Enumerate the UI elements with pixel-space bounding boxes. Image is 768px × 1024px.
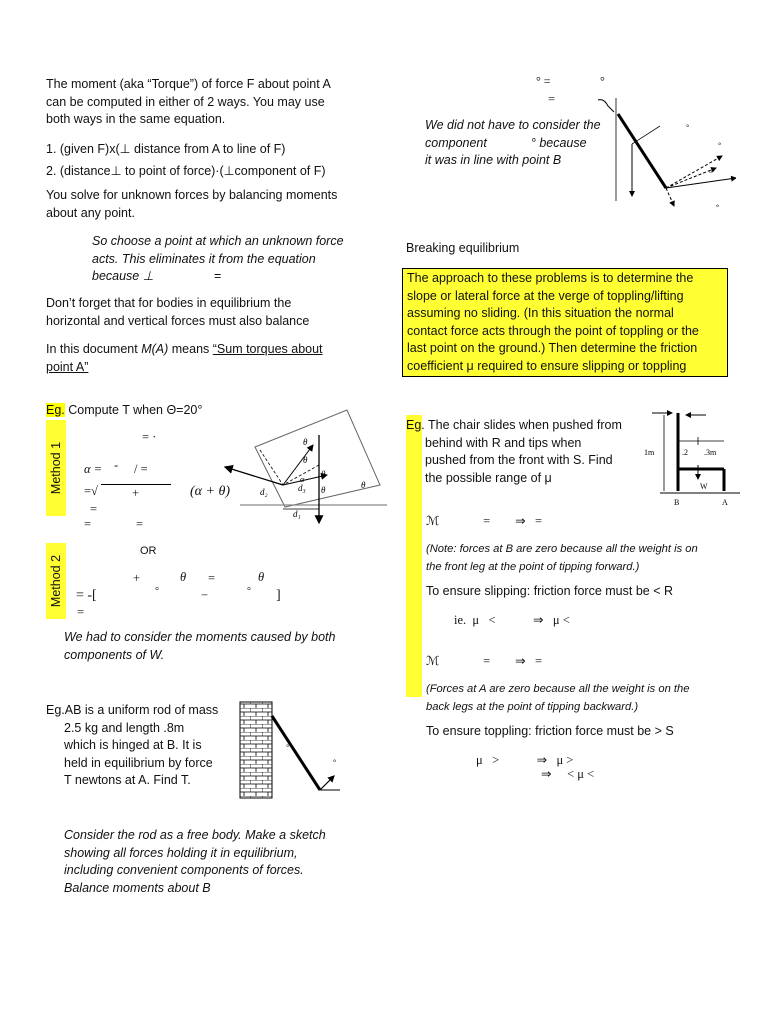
doc-note-means: means <box>168 342 213 356</box>
moment-eq-1: ℳ = ⇒ = <box>426 514 543 528</box>
m1-sqrt: =√ <box>84 484 98 498</box>
intro-paragraph <box>46 76 376 129</box>
d1-label: d₁ <box>293 509 301 519</box>
eg2-line-5: T newtons at A. Find T. <box>64 773 191 787</box>
component-note <box>425 117 601 170</box>
intro-line-1: The moment (aka “Torque”) of force F about point A <box>46 77 331 91</box>
method-2-tab <box>46 543 66 619</box>
m1-eq5: = <box>136 517 144 531</box>
m2-eq-2: = <box>77 605 85 619</box>
solve-line-2: about any point. <box>46 205 135 220</box>
method-1-item: 1. (given F)x(⊥ distance from A to line of F) <box>46 142 286 156</box>
note-a <box>426 681 689 716</box>
alpha-label: α <box>300 475 305 484</box>
note-a-line-2: back legs at the point of tipping backward.) <box>426 700 639 713</box>
w-note-line-2: components of W. <box>64 647 165 662</box>
component-line-1: We did not have to consider the <box>425 118 601 132</box>
w-components-note <box>64 629 335 664</box>
approach-line-5: last point on the ground.) Then determine the friction <box>407 341 698 355</box>
sketch-line-1: Consider the rod as a free body. Make a sketch <box>64 828 326 842</box>
chair-line-2: behind with R and tips when <box>425 435 582 450</box>
m1-plus: + <box>132 486 140 500</box>
choose-line-3: because ⊥ <box>92 269 154 283</box>
component-line-3: it was in line with point B <box>425 153 562 167</box>
eg2-line-2: 2.5 kg and length .8m <box>64 720 185 735</box>
eg2-line-1: Eg.AB is a uniform rod of mass <box>46 703 219 717</box>
solve-line-1: You solve for unknown forces by balancing moments <box>46 188 338 202</box>
component-line-2: component <box>425 135 487 150</box>
tilted-block-diagram <box>215 405 390 525</box>
chair-w2-label: .3m <box>704 448 717 457</box>
topple-inequality-2: ⇒ < μ < <box>541 767 595 781</box>
top-deg-eq: ° = <box>536 74 551 88</box>
sketch-line-4: Balance moments about B <box>64 880 211 895</box>
deg-mark-4: ° <box>716 203 720 212</box>
top-deg: ° <box>600 74 605 88</box>
example-2-text <box>46 702 218 790</box>
theta-label-3: θ <box>321 469 326 479</box>
doc-note-quote-2: point A” <box>46 359 89 374</box>
note-b <box>426 541 698 576</box>
equilibrium-line-1: Don’t forget that for bodies in equilibrium the <box>46 296 292 310</box>
deg-mark-2: ° <box>718 141 722 150</box>
doc-note <box>46 341 323 376</box>
m2-theta-2: θ <box>258 570 265 584</box>
note-a-line-1: (Forces at A are zero because all the weight is on the <box>426 683 690 695</box>
method-1-tab <box>46 420 66 516</box>
example-1-text: Compute T when Θ=20° <box>64 403 203 417</box>
m1-eq3: = <box>90 502 98 516</box>
m2-theta: θ <box>180 570 187 584</box>
wall-curve <box>598 100 614 112</box>
deg-mark-3: ° <box>709 169 713 178</box>
because-label: ° because <box>530 135 587 150</box>
wall-rod-diagram <box>238 700 343 800</box>
method-list <box>46 141 326 178</box>
m2-eq: = <box>208 571 216 585</box>
chair-example-text <box>406 417 622 487</box>
chair-line-4: the possible range of μ <box>425 470 552 485</box>
m1-slash: / = <box>134 462 148 476</box>
dashed-force-3 <box>666 188 674 206</box>
sketch-note <box>64 827 326 897</box>
choose-equals: = <box>214 269 222 283</box>
chair-B-label: B <box>674 498 680 507</box>
slip-condition: To ensure slipping: friction force must be < R <box>426 584 673 598</box>
or-label: OR <box>140 545 157 557</box>
approach-line-1: The approach to these problems is to determine the <box>407 271 694 285</box>
equilibrium-line-2: horizontal and vertical forces must also balance <box>46 313 310 328</box>
m1-alpha: α = <box>84 462 103 476</box>
m1-eq1: = · <box>142 430 157 444</box>
method-2-item: 2. (distance⊥ to point of force)·(⊥component of F) <box>46 164 326 178</box>
choose-line-2: acts. This eliminates it from the equation <box>92 251 316 266</box>
force-T-arrow-3 <box>666 178 736 188</box>
angle-mark: ° <box>333 758 337 767</box>
chair-line-3: pushed from the front with S. Find <box>425 453 613 467</box>
deg-mark-1: ° <box>686 123 690 132</box>
chair-diagram <box>640 405 750 510</box>
rod <box>618 114 666 188</box>
doc-note-prefix: In this document <box>46 342 142 356</box>
brick-wall <box>240 702 272 798</box>
example-1-label: Eg. <box>46 403 65 417</box>
rod-wall-force-diagram <box>596 96 736 216</box>
m2-minus: − <box>201 588 209 602</box>
m2-bracket-open: = -[ <box>76 588 97 603</box>
theta-label-5: θ <box>361 480 366 490</box>
slip-inequality: ie. μ < ⇒ μ < <box>454 613 570 627</box>
approach-line-6: coefficient μ required to ensure slipping or toppling <box>407 358 687 373</box>
d3-label: d₃ <box>298 483 306 493</box>
topple-condition: To ensure toppling: friction force must be > S <box>426 724 674 738</box>
rod-dot-mark: ° <box>286 743 290 752</box>
intro-line-2: can be computed in either of 2 ways. You may use <box>46 94 325 109</box>
approach-line-3: assuming no sliding. (In this situation the normal <box>407 306 674 320</box>
w-note-line-1: We had to consider the moments caused by both <box>64 630 336 644</box>
breaking-heading: Breaking equilibrium <box>406 241 520 255</box>
method-2-tab-label: Method 2 <box>49 554 63 608</box>
topple-inequality-1: μ > ⇒ μ > <box>476 753 574 767</box>
dashed-force-1 <box>666 156 722 188</box>
m2-plus: + <box>133 571 141 585</box>
m2-bracket-close: ] <box>276 588 281 603</box>
chair-eg-label: Eg. <box>406 418 425 432</box>
doc-note-ma: M(A) <box>141 342 169 356</box>
method-1-tab-label: Method 1 <box>49 441 63 495</box>
d2-label: d₂ <box>260 487 268 497</box>
approach-box <box>402 268 728 377</box>
chair-line-1: The chair slides when pushed from <box>424 418 622 432</box>
rod-AB <box>272 716 320 790</box>
chair-A-label: A <box>722 498 728 507</box>
note-b-line-2: the front leg at the point of tipping forward.) <box>426 560 640 573</box>
force-T-arrow-2 <box>320 776 334 790</box>
normal-line <box>632 126 660 144</box>
m2-deg-2: ° <box>247 586 251 597</box>
sketch-line-2: showing all forces holding it in equilibrium, <box>64 845 298 860</box>
top-eq: = <box>548 92 556 106</box>
chair-weight-label: W <box>700 482 708 491</box>
moment-eq-2: ℳ = ⇒ = <box>426 654 543 668</box>
theta-label-1: θ <box>303 437 308 447</box>
approach-line-4: contact force acts through the point of toppling or the <box>407 323 699 338</box>
example-1-heading <box>46 403 202 417</box>
eg2-line-3: which is hinged at B. It is <box>64 738 202 752</box>
eg2-line-4: held in equilibrium by force <box>64 755 213 770</box>
choose-line-1: So choose a point at which an unknown force <box>92 234 344 248</box>
sketch-line-3: including convenient components of forces. <box>64 863 304 877</box>
m1-eq4: = <box>84 517 92 531</box>
choose-point-note <box>92 233 344 286</box>
solve-paragraph <box>46 187 337 222</box>
chair-height-label: 1m <box>644 448 655 457</box>
doc-note-quote: “Sum torques about <box>212 342 323 356</box>
m2-deg: ° <box>155 586 159 597</box>
note-b-line-1: (Note: forces at B are zero because all the weight is on <box>426 543 698 555</box>
m1-alpha-theta: (α + θ) <box>190 484 230 499</box>
m1-sqrt-bar <box>101 484 171 485</box>
force-T-arrow <box>225 467 283 485</box>
block-outline <box>255 410 380 507</box>
theta-label-2: θ <box>303 455 308 465</box>
equilibrium-paragraph <box>46 295 309 330</box>
theta-label-4: θ <box>321 485 326 495</box>
approach-line-2: slope or lateral force at the verge of toppling/lifting <box>407 288 684 303</box>
chair-w1-label: .2 <box>682 448 688 457</box>
m1-dash: - <box>114 458 119 472</box>
intro-line-3: both ways in the same equation. <box>46 112 226 126</box>
